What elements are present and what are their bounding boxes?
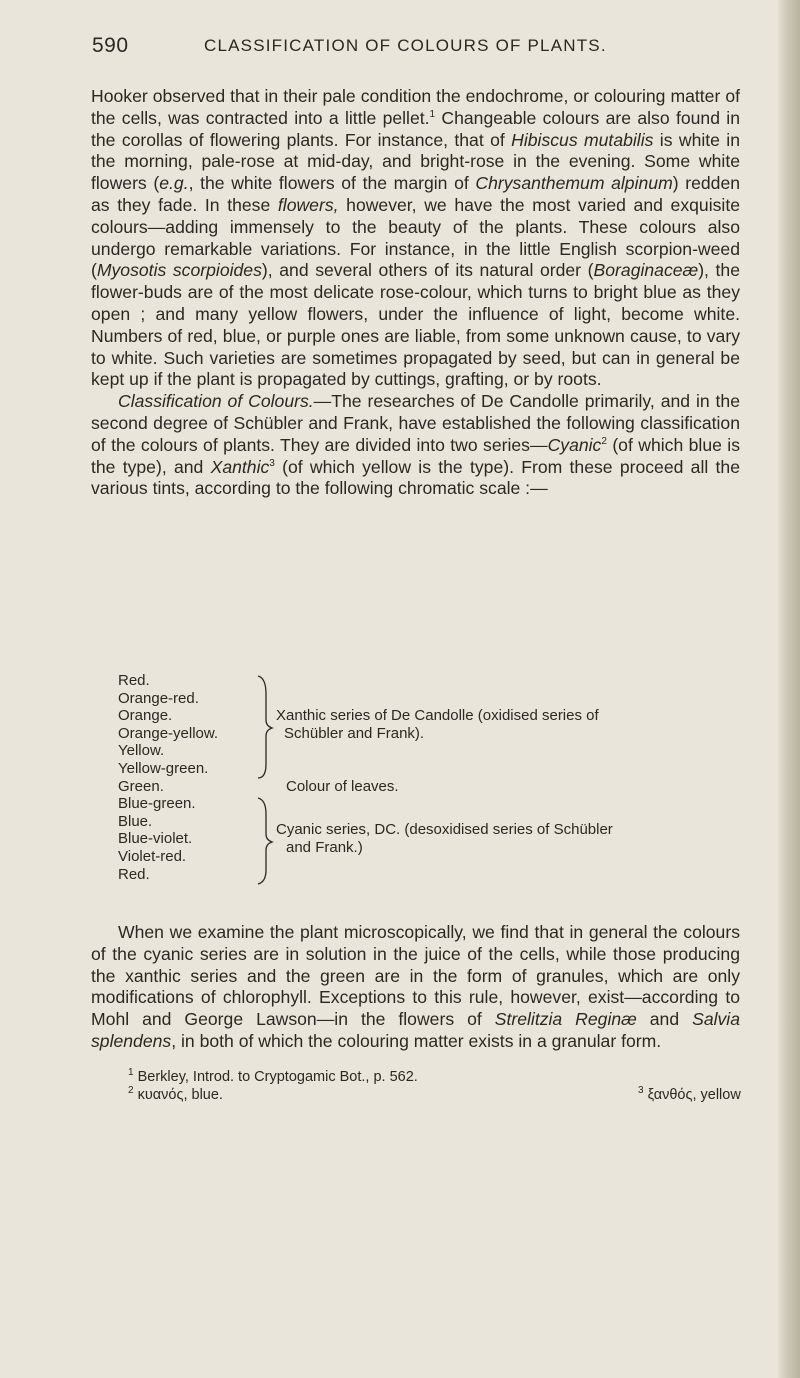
main-text — [91, 86, 740, 500]
cyanic-note: Cyanic series, DC. (desoxidised series of Schübler and Frank.) — [276, 821, 613, 856]
colour-item: Yellow-green. — [118, 759, 209, 777]
page-edge — [778, 0, 800, 1378]
colour-item: Orange-red. — [118, 689, 199, 707]
colour-item: Green. — [118, 777, 164, 795]
colour-item: Violet-red. — [118, 847, 187, 865]
paragraph-hooker: Hooker observed that in their pale condition the endochrome, or colouring matter of the cells, was contracted into a little pellet.$^1$ Changeable colours are also found in the corollas of flowering plants. For instance, that of Hibiscus mutabilis is white in the morning, pale-rose at mid-day, and bright-rose in the evening. Some white flowers (e.g., the white flowers of the margin of Chrysanthemum alpinum) redden as they fade. In these flowers, however, we have the most varied and exquisite colours—adding immensely to the beauty of the plants. These colours also undergo remarkable variations. For instance, in the little English scorpion-weed (Myosotis scorpioides), and several others of its natural order (Boraginaceæ), the flower-buds are of the most delicate rose-colour, which turns to bright blue as they open ; and many yellow flowers, under the influence of light, become white. Numbers of red, blue, or purple ones are liable, from some unknown cause, to vary to white. Such varieties are sometimes propagated by seed, but can in general be kept up if the plant is propagated by cuttings, grafting, or by roots. — [91, 86, 741, 390]
page-number: 590 — [92, 34, 129, 57]
colour-list — [118, 672, 218, 883]
footnote-3: $^3$ ξανθός, yellow — [638, 1085, 741, 1103]
chromatic-scale — [118, 672, 738, 922]
xanthic-note: Xanthic series of De Candolle (oxidised series of Schübler and Frank). — [276, 707, 599, 742]
paragraph-classification: Classification of Colours.—The researches of De Candolle primarily, and in the second degree of Schübler and Frank, have established the following classification of the colours of plants. They are divided into two series—Cyanic$^2$ (of which blue is the type), and Xanthic$^3$ (of which yellow is the type). From these proceed all the various tints, according to the following chromatic scale :— — [91, 391, 741, 499]
footnotes — [128, 1068, 768, 1104]
colour-item: Yellow. — [118, 742, 165, 760]
colour-item: Blue. — [118, 812, 153, 830]
colour-item: Red. — [118, 865, 150, 883]
footnote-2: $^2$ κυανός, blue. — [128, 1085, 223, 1103]
page-title: CLASSIFICATION OF COLOURS OF PLANTS. — [204, 36, 607, 55]
colour-item: Orange. — [118, 707, 173, 725]
section-heading: Classification of Colours. — [118, 391, 314, 412]
colour-item: Red. — [118, 672, 150, 689]
cyanic-brace — [256, 796, 276, 886]
footnote-ref-3: 3 — [269, 457, 275, 469]
footnote-ref-2: 2 — [601, 435, 607, 447]
footnote-1: $^1$ Berkley, Introd. to Cryptogamic Bot., p. 562. — [128, 1067, 418, 1085]
colour-item: Blue-violet. — [118, 830, 193, 848]
xanthic-brace — [256, 674, 276, 780]
colour-item: Orange-yellow. — [118, 724, 219, 742]
green-note: Colour of leaves. — [286, 778, 399, 795]
footnote-ref-1: 1 — [429, 108, 436, 120]
paragraph-microscopic: When we examine the plant microscopically, we find that in general the colours of the cyanic series are in solution in the juice of the cells, while those producing the xanthic series and the green are in the form of granules, which are only modifications of chlorophyll. Exceptions to this rule, however, exist—according to Mohl and George Lawson—in the flowers of Strelitzia Reginæ and Salvia splendens, in both of which the colouring matter exists in a granular form. — [91, 922, 740, 1051]
colour-item: Blue-green. — [118, 795, 196, 813]
